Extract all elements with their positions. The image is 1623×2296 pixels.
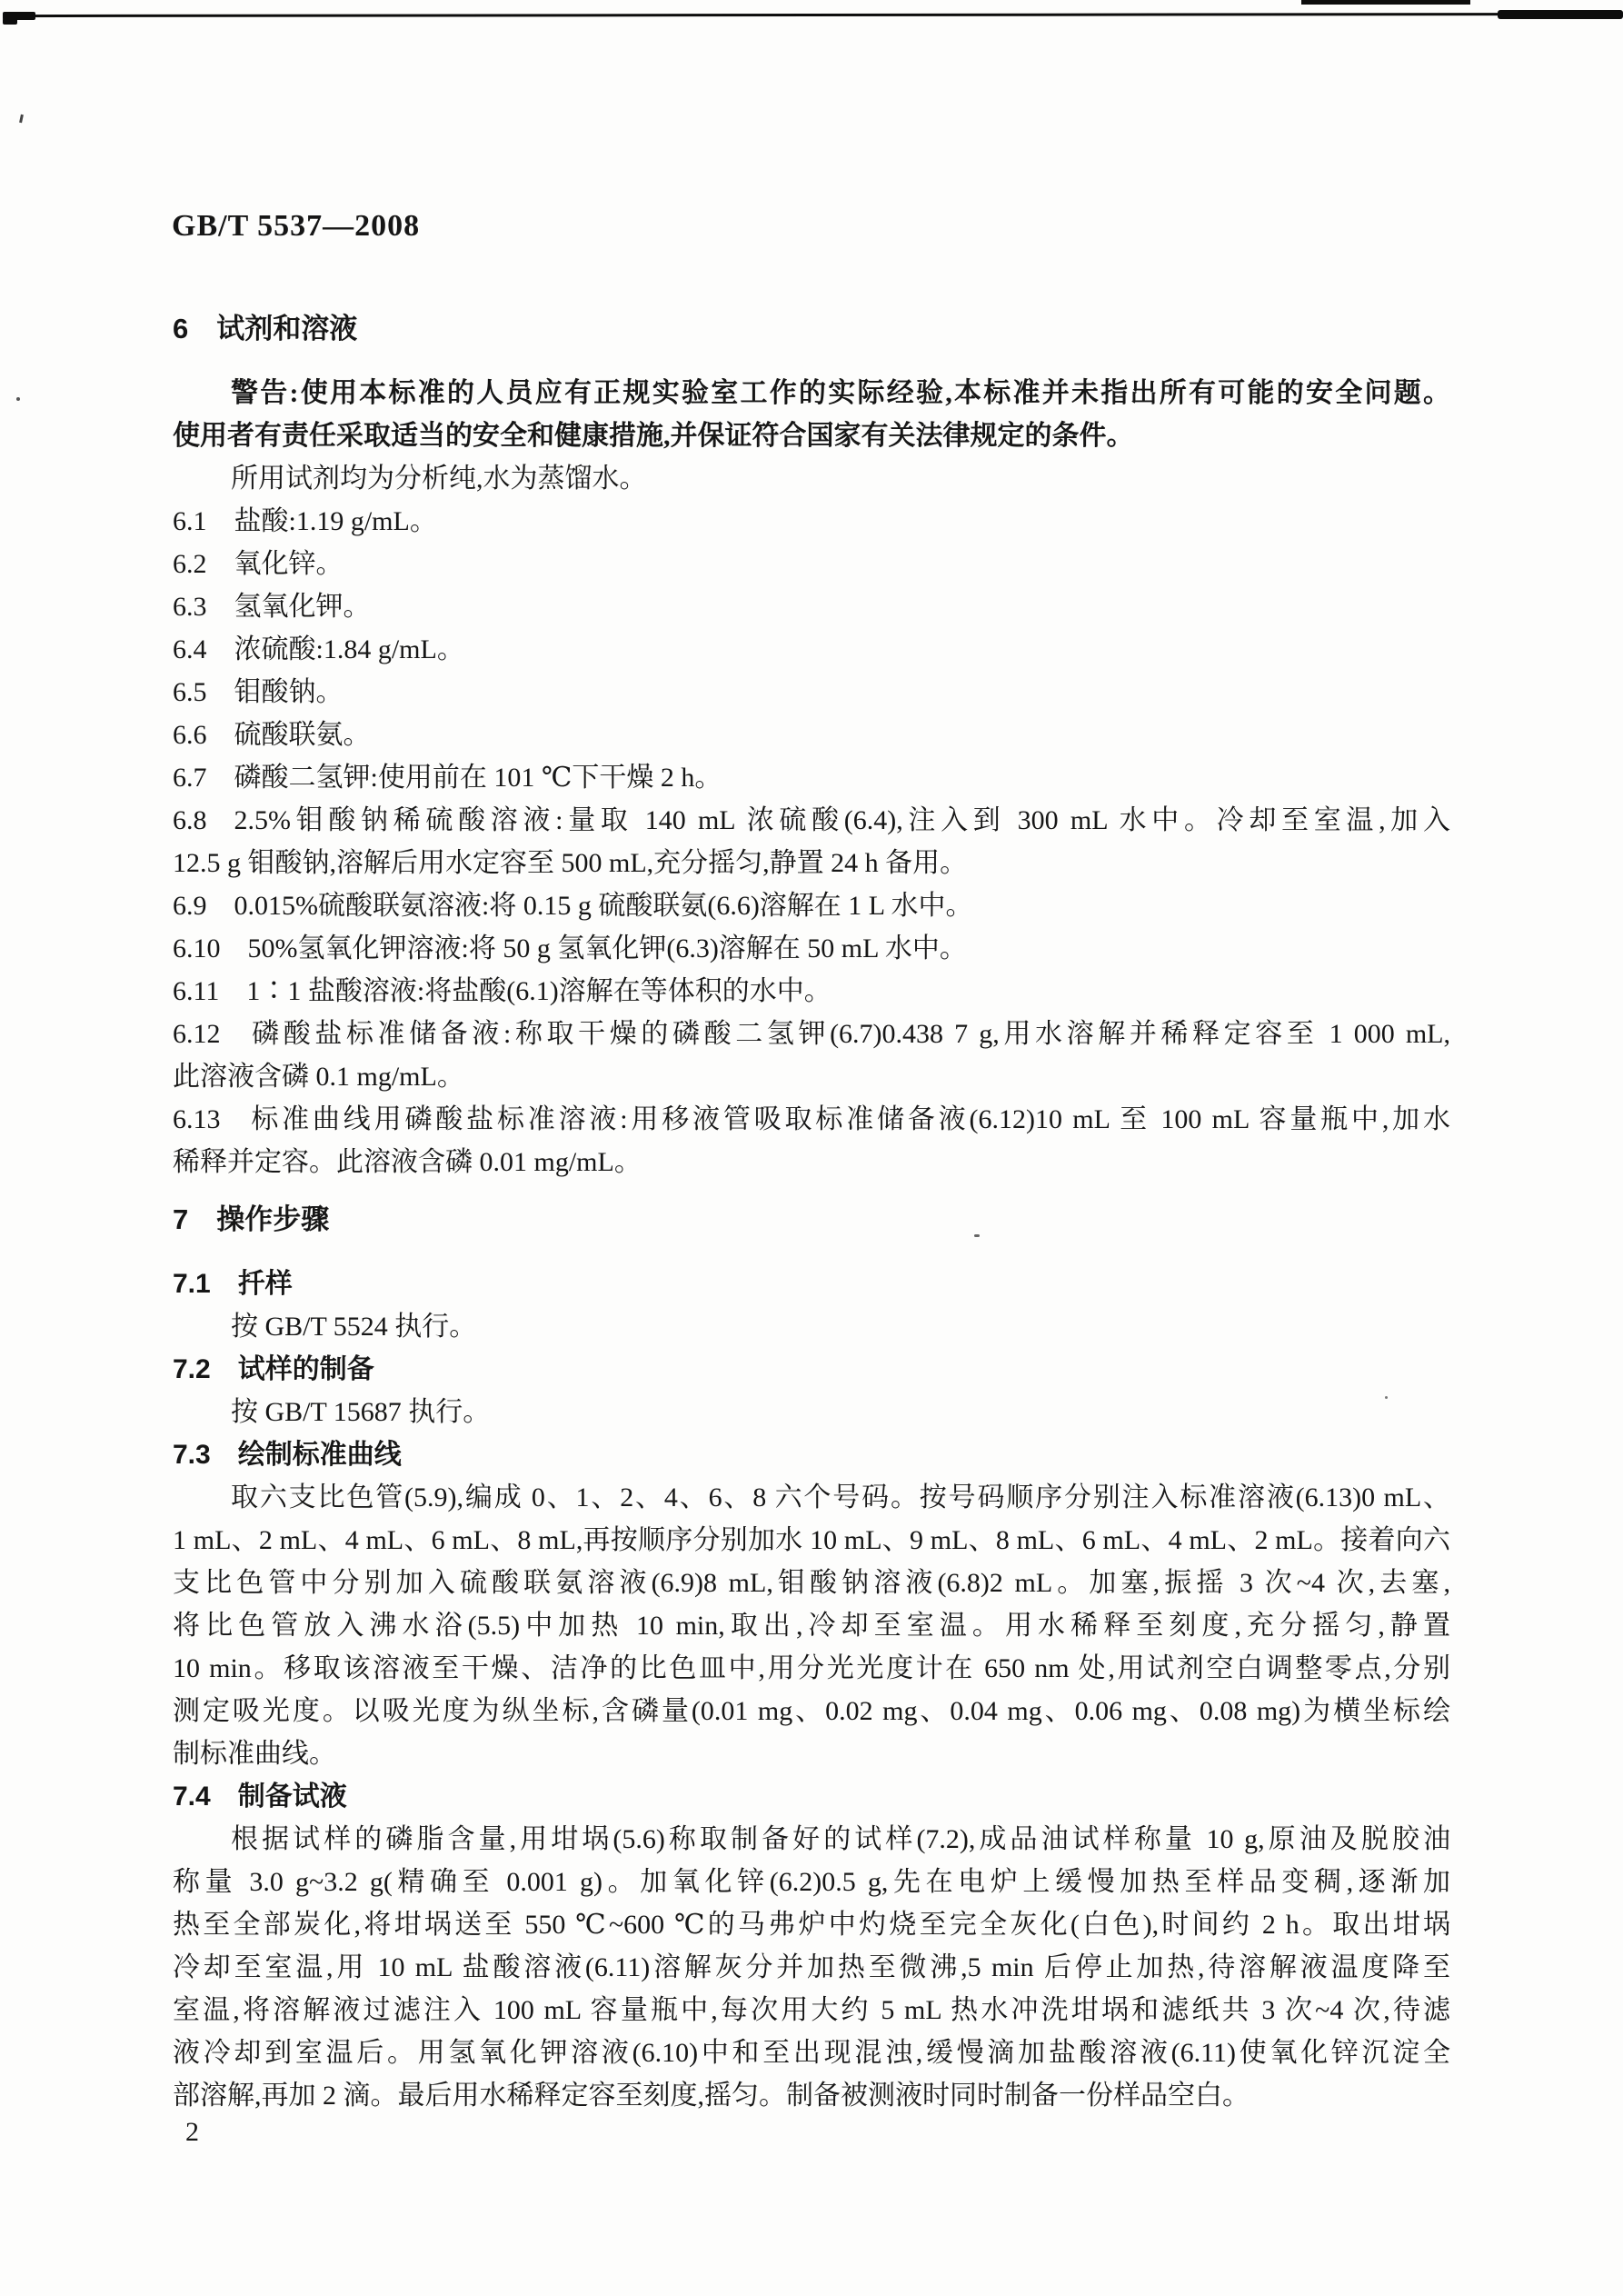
doc-text-line: 6.6 硫酸联氨。 — [173, 720, 371, 750]
doc-text-line: 6.12 磷酸盐标准储备液:称取干燥的磷酸二氢钾(6.7)0.438 7 g,用水溶解并稀释定容至 1 000 mL, — [173, 1019, 1450, 1049]
section-heading: 6 试剂和溶液 — [173, 313, 358, 344]
doc-text-line: 部溶解,再加 2 滴。最后用水稀释定容至刻度,摇匀。制备被测液时同时制备一份样品空白。 — [173, 2081, 1250, 2111]
page-number: 2 — [185, 2117, 199, 2147]
doc-text-line: 液冷却到室温后。用氢氧化钾溶液(6.10)中和至出现混浊,缓慢滴加盐酸溶液(6.11)使氧化锌沉淀全 — [173, 2038, 1450, 2068]
section-heading: 7.2 试样的制备 — [173, 1354, 374, 1384]
doc-text-line: 6.2 氧化锌。 — [173, 549, 344, 579]
scan-artifact-left-hook — [3, 18, 17, 25]
doc-text-line: 6.5 钼酸钠。 — [173, 677, 344, 707]
doc-text-line: 稀释并定容。此溶液含磷 0.01 mg/mL。 — [173, 1147, 642, 1177]
doc-text-line: 6.4 浓硫酸:1.84 g/mL。 — [173, 634, 464, 664]
doc-text-line: 测定吸光度。以吸光度为纵坐标,含磷量(0.01 mg、0.02 mg、0.04 mg、0.06 mg、0.08 mg)为横坐标绘 — [173, 1696, 1450, 1726]
scan-artifact-top-line — [5, 13, 1618, 17]
doc-text-line: 按 GB/T 15687 执行。 — [231, 1397, 491, 1427]
doc-text-line: 此溶液含磷 0.1 mg/mL。 — [173, 1062, 464, 1092]
doc-text-line: 10 min。移取该溶液至干燥、洁净的比色皿中,用分光光度计在 650 nm 处,用试剂空白调整零点,分别 — [173, 1653, 1450, 1683]
doc-text-line: 按 GB/T 5524 执行。 — [231, 1312, 477, 1342]
doc-text-line: 支比色管中分别加入硫酸联氨溶液(6.9)8 mL,钼酸钠溶液(6.8)2 mL。加塞,振摇 3 次~4 次,去塞, — [173, 1568, 1450, 1598]
doc-text-line: 1 mL、2 mL、4 mL、6 mL、8 mL,再按顺序分别加水 10 mL、9 mL、8 mL、6 mL、4 mL、2 mL。接着向六 — [173, 1525, 1450, 1555]
doc-text-line: 将比色管放入沸水浴(5.5)中加热 10 min,取出,冷却至室温。用水稀释至刻度,充分摇匀,静置 — [173, 1611, 1450, 1641]
doc-text-line: 6.9 0.015%硫酸联氨溶液:将 0.15 g 硫酸联氨(6.6)溶解在 1 L 水中。 — [173, 891, 973, 921]
doc-text-line: 6.11 1∶1 盐酸溶液:将盐酸(6.1)溶解在等体积的水中。 — [173, 976, 831, 1006]
scan-artifact-top-right-bar — [1301, 0, 1470, 5]
doc-text-line: 冷却至室温,用 10 mL 盐酸溶液(6.11)溶解灰分并加热至微沸,5 min 后停止加热,待溶解液温度降至 — [173, 1952, 1450, 1982]
section-heading: 7.4 制备试液 — [173, 1782, 347, 1812]
standard-code: GB/T 5537—2008 — [172, 209, 421, 243]
section-heading: 7.3 绘制标准曲线 — [173, 1440, 402, 1470]
doc-text-line: 6.8 2.5%钼酸钠稀硫酸溶液:量取 140 mL 浓硫酸(6.4),注入到 300 mL 水中。冷却至室温,加入 — [173, 805, 1450, 835]
text-column — [173, 307, 1450, 2117]
doc-text-line: 6.3 氢氧化钾。 — [173, 592, 371, 622]
doc-text-line: 称量 3.0 g~3.2 g(精确至 0.001 g)。加氧化锌(6.2)0.5 g,先在电炉上缓慢加热至样品变稠,逐渐加 — [173, 1867, 1450, 1897]
scan-artifact-right-blob — [1498, 10, 1623, 19]
doc-text-line: 6.1 盐酸:1.19 g/mL。 — [173, 506, 437, 536]
doc-text-line: 根据试样的磷脂含量,用坩埚(5.6)称取制备好的试样(7.2),成品油试样称量 10 g,原油及脱胶油 — [231, 1824, 1450, 1854]
doc-text-line: 6.13 标准曲线用磷酸盐标准溶液:用移液管吸取标准储备液(6.12)10 mL 至 100 mL 容量瓶中,加水 — [173, 1104, 1450, 1134]
doc-text-line: 12.5 g 钼酸钠,溶解后用水定容至 500 mL,充分摇匀,静置 24 h 备用。 — [173, 848, 968, 878]
doc-text-line: 使用者有责任采取适当的安全和健康措施,并保证符合国家有关法律规定的条件。 — [173, 421, 1134, 451]
doc-text-line: 6.7 磷酸二氢钾:使用前在 101 ℃下干燥 2 h。 — [173, 763, 722, 793]
doc-text-line: 制标准曲线。 — [173, 1739, 336, 1769]
doc-text-line: 警告:使用本标准的人员应有正规实验室工作的实际经验,本标准并未指出所有可能的安全问题。 — [231, 378, 1450, 408]
doc-text-line: 室温,将溶解液过滤注入 100 mL 容量瓶中,每次用大约 5 mL 热水冲洗坩埚和滤纸共 3 次~4 次,待滤 — [173, 1995, 1450, 2025]
section-heading: 7.1 扦样 — [173, 1269, 293, 1299]
scan-speck — [19, 115, 24, 123]
doc-text-line: 取六支比色管(5.9),编成 0、1、2、4、6、8 六个号码。按号码顺序分别注入标准溶液(6.13)0 mL、 — [231, 1482, 1450, 1512]
section-heading: 7 操作步骤 — [173, 1203, 330, 1235]
doc-text-line: 6.10 50%氢氧化钾溶液:将 50 g 氢氧化钾(6.3)溶解在 50 mL 水中。 — [173, 933, 967, 963]
scan-speck — [16, 397, 20, 401]
doc-text-line: 热至全部炭化,将坩埚送至 550 ℃~600 ℃的马弗炉中灼烧至完全灰化(白色),时间约 2 h。取出坩埚 — [173, 1910, 1450, 1940]
doc-text-line: 所用试剂均为分析纯,水为蒸馏水。 — [231, 464, 647, 494]
